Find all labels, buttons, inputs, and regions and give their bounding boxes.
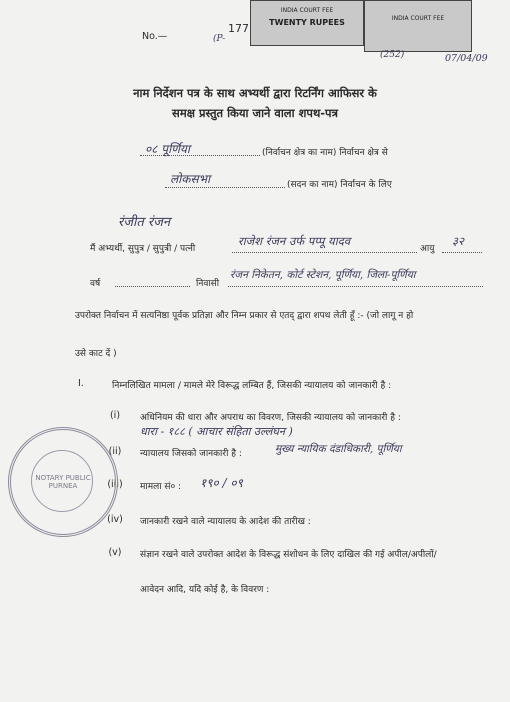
item-3-text: मामला सं० : (140, 482, 182, 492)
residence-value: रंजन निकेतन, कोर्ट स्टेशन, पूर्णिया, जिला-पूर्णिया (230, 269, 416, 281)
item-1-text: अधिनियम की धारा और अपराध का विवरण, जिसकी न्यायालय को जानकारी है : (140, 413, 401, 423)
item-3-number: (iii) (107, 479, 123, 490)
stamp-left-value: TWENTY RUPEES (269, 18, 345, 27)
age-value: ३२ (452, 234, 464, 248)
court-fee-stamp-right (364, 0, 472, 52)
house-name: लोकसभा (170, 172, 211, 186)
oath-text-line1: उपरोक्त निर्वाचन में सत्यनिष्ठा पूर्वक प्रतिज्ञा और निम्न प्रकार से एतद् द्वारा शपथ लेती हूँ :- (जो लागू न हो (75, 311, 414, 321)
item-2-text: न्यायालय जिसको जानकारी है : (140, 449, 242, 459)
candidate-name: रंजीत रंजन (118, 215, 171, 230)
stamp-left-text: INDIA COURT FEE (280, 7, 334, 14)
years-label: वर्ष (90, 279, 101, 289)
item-3-answer: १९० / ०९ (200, 476, 243, 490)
relation-name: राजेश रंजन उर्फ पप्पू यादव (238, 234, 351, 248)
notary-seal (8, 427, 118, 537)
item-2-number: (ii) (108, 446, 122, 457)
item-5-number: (v) (108, 547, 122, 558)
item-2-answer: मुख्य न्यायिक दंडाधिकारी, पूर्णिया (275, 443, 402, 455)
notary-seal-text: NOTARY PUBLIC PURNEA (35, 474, 91, 490)
handwritten-ref: (252) (380, 50, 405, 60)
oath-text-line2: उसे काट दें ) (75, 349, 117, 359)
candidate-prefix: मैं अभ्यर्थी, सुपुत्र / सुपुत्री / पत्नी (90, 244, 196, 254)
constituency-label: (निर्वाचन क्षेत्र का नाम) निर्वाचन क्षेत्र से (262, 148, 388, 158)
serial-number: 177 (228, 22, 249, 35)
residence-label: निवासी (196, 279, 220, 289)
item-4-text: जानकारी रखने वाले न्यायालय के आदेश की तारीख : (140, 517, 311, 527)
age-label: आयु (420, 244, 435, 254)
number-label: No.— (142, 31, 168, 42)
court-fee-stamp-left (250, 0, 364, 46)
item-4-number: (iv) (107, 514, 123, 525)
item-1-number: (i) (109, 410, 121, 421)
section-heading: निम्नलिखित मामला / मामले मेरे विरूद्ध लम्बित हैं, जिसकी न्यायालय को जानकारी है : (112, 381, 392, 391)
handwritten-date: 07/04/09 (445, 53, 488, 64)
item-5-text: संज्ञान रखने वाले उपरोक्त आदेश के विरूद्ध संशोधन के लिए दाखिल की गई अपील/अपीलों/ (140, 550, 437, 560)
page-title-line2: समक्ष प्रस्तुत किया जाने वाला शपथ-पत्र (172, 106, 338, 120)
stamp-right-text: INDIA COURT FEE (391, 15, 445, 22)
page-title-line1: नाम निर्देशन पत्र के साथ अभ्यर्थी द्वारा रिटर्निंग आफिसर के (133, 86, 377, 100)
section-number: I. (78, 378, 84, 389)
constituency-name: ०८ पूर्णिया (145, 142, 190, 156)
item-5-text-line2: आवेदन आदि, यदि कोई है, के विवरण : (140, 585, 270, 595)
handwritten-mark: (P- (213, 34, 226, 44)
item-1-answer: धारा - १८८ ( आचार संहिता उल्लंघन ) (140, 425, 293, 438)
house-label: (सदन का नाम) निर्वाचन के लिए (287, 180, 392, 190)
